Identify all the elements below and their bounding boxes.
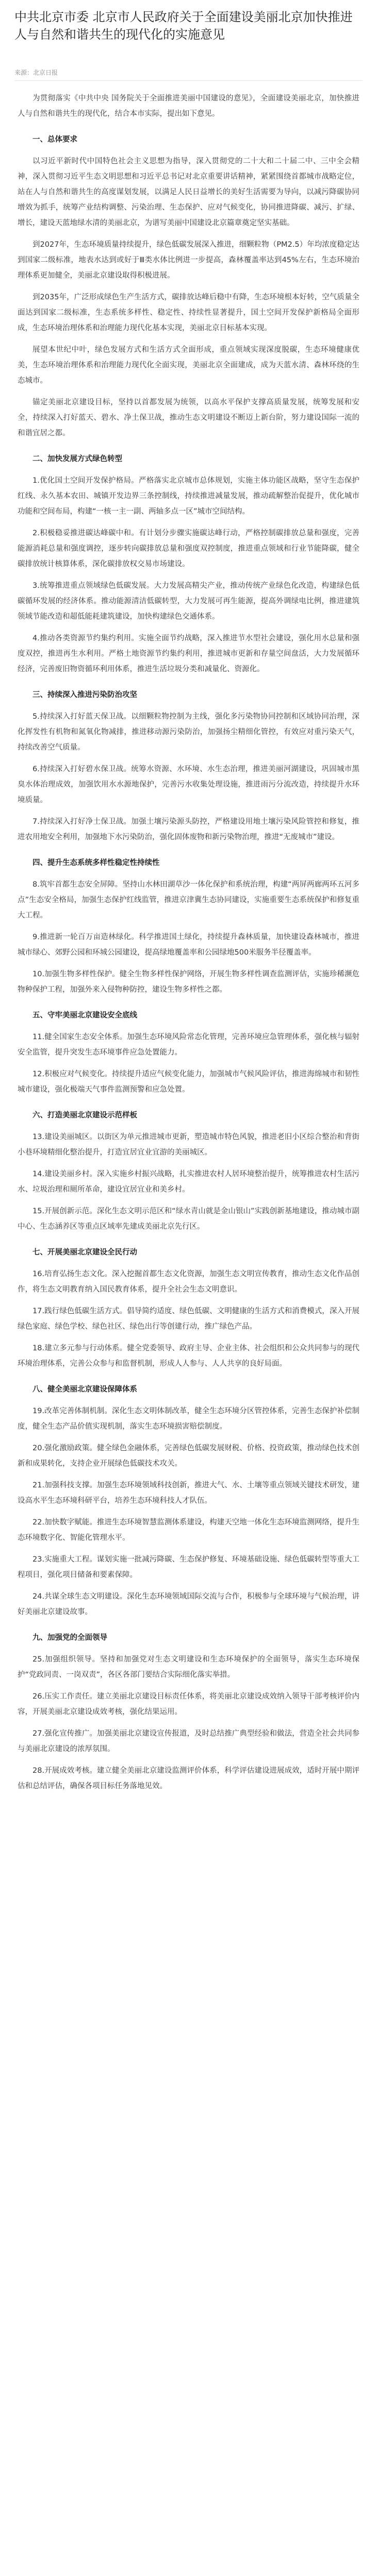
- body-paragraph: 3.统筹推进重点领域绿色低碳发展。大力发展高精尖产业，推动传统产业绿色化改造，构建绿色低碳循环发展的经济体系。推动能源清洁低碳转型，大力发展可再生能源，提高外调绿电比例，推进建筑领域节能改造和超低能耗建筑建设，加快构建绿色交通体系。: [18, 582, 359, 621]
- body-paragraph: 26.压实工作责任。建立美丽北京建设目标责任体系，将美丽北京建设成效纳入领导干部考核评价内容，开展美丽北京建设成效考核，强化结果运用。: [18, 1692, 359, 1716]
- body-paragraph: 17.践行绿色低碳生活方式。倡导简约适度、绿色低碳、文明健康的生活方式和消费模式，深入开展绿色家庭、绿色学校、绿色社区、绿色出行等创建行动，推广绿色产品。: [18, 1307, 359, 1331]
- article-source: 来源：北京日报: [14, 69, 58, 76]
- article-title: 中共北京市委 北京市人民政府关于全面建设美丽北京加快推进人与自然和谐共生的现代化的实施意见: [14, 10, 353, 42]
- body-paragraph: 为贯彻落实《中共中央 国务院关于全面推进美丽中国建设的意见》，全面建设美丽北京，加快推进人与自然和谐共生的现代化，结合本市实际，提出如下意见。: [18, 94, 359, 118]
- body-paragraph: 20.强化激励政策。健全绿色金融体系，完善绿色低碳发展财税、价格、投资政策，推动绿色技术创新和成果转化，支持企业开展绿色低碳技术攻关。: [18, 1444, 359, 1468]
- body-paragraph: 6.持续深入打好碧水保卫战。统筹水资源、水环境、水生态治理，推进美丽河湖建设，巩固城市黑臭水体治理成效，加强饮用水水源地保护，完善污水收集处理设施，推进雨污分流改造，持续提升水环境质量。: [18, 765, 359, 804]
- body-paragraph: 到2035年，广泛形成绿色生产生活方式，碳排放达峰后稳中有降，生态环境根本好转，空气质量全面达到国家二级标准，生态系统多样性、稳定性、持续性显著提升，国土空间开发保护新格局全面形成，生态环境治理体系和治理能力现代化基本实现，美丽北京目标基本实现。: [18, 293, 359, 332]
- section-heading: 一、总体要求: [32, 135, 77, 144]
- body-paragraph: 18.建立多元参与行动体系。健全党委领导、政府主导、企业主体、社会组织和公众共同参与的现代环境治理体系，完善公众参与和监督机制，形成人人参与、人人共享的良好局面。: [18, 1344, 359, 1368]
- body-paragraph: 14.建设美丽乡村。深入实施乡村振兴战略，扎实推进农村人居环境整治提升，统筹推进农村生活污水、垃圾治理和厕所革命，建设宜居宜业和美乡村。: [18, 1170, 359, 1194]
- body-paragraph: 12.积极应对气候变化。持续提升适应气候变化能力，加强城市气候风险评估，推进海绵城市和韧性城市建设，强化极端天气事件监测预警和应急处置。: [18, 1070, 359, 1094]
- body-paragraph: 15.开展创新示范。深化生态文明示范区和“绿水青山就是金山银山”实践创新基地建设，推动城市副中心、生态涵养区等重点区域率先建成美丽北京先行区。: [18, 1207, 359, 1231]
- article-body: [18, 91, 359, 1800]
- body-paragraph: 22.加快数字赋能。推进生态环境智慧监测体系建设，构建天空地一体化生态环境监测网络，提升生态环境数字化、智能化管理水平。: [18, 1518, 359, 1542]
- body-paragraph: 16.培育弘扬生态文化。深入挖掘首都生态文化资源，加强生态文明宣传教育，推动生态文化作品创作，将生态文明教育纳入国民教育体系，提升全社会生态文明意识。: [18, 1270, 359, 1294]
- section-heading: 三、持续深入推进污染防治攻坚: [32, 691, 137, 699]
- body-paragraph: 4.推动各类资源节约集约利用。实施全面节约战略，深入推进节水型社会建设，强化用水总量和强度双控，推进再生水利用。严格土地资源节约集约利用，推进城市更新和存量空间盘活，大力发展循环经济，完善废旧物资循环利用体系，推进生活垃圾分类和减量化、资源化。: [18, 634, 359, 673]
- title-divider: [14, 80, 363, 81]
- body-paragraph: 展望本世纪中叶，绿色发展方式和生活方式全面形成，重点领域实现深度脱碳，生态环境健康优美，生态环境治理体系和治理能力现代化全面实现，美丽北京全面建成，成为天蓝水清、森林环绕的生态城市。: [18, 346, 359, 385]
- body-paragraph: 2.积极稳妥推进碳达峰碳中和。有计划分步骤实施碳达峰行动，严格控制碳排放总量和强度，完善能源消耗总量和强度调控，逐步转向碳排放总量和强度双控制度，推进重点领域和行业节能降碳，健全碳排放统计核算体系，深化碳排放权交易市场建设。: [18, 529, 359, 568]
- section-heading: 七、开展美丽北京建设全民行动: [32, 1248, 137, 1257]
- body-paragraph: 28.开展成效考核。建立健全美丽北京建设监测评价体系，科学评估建设进展成效，适时开展中期评估和总结评估，确保各项目标任务落地见效。: [18, 1767, 359, 1790]
- section-heading: 二、加快发展方式绿色转型: [32, 455, 122, 463]
- body-paragraph: 23.实施重大工程。谋划实施一批减污降碳、生态保护修复、环境基础设施、绿色低碳转型等重大工程项目，强化项目储备和要素保障。: [18, 1555, 359, 1579]
- body-paragraph: 锚定美丽北京建设目标，坚持以首都发展为统领，以高水平保护支撑高质量发展，统筹发展和安全，持续深入打好蓝天、碧水、净土保卫战，推动生态文明建设不断迈上新台阶，努力建设国际一流的和谐宜居之都。: [18, 398, 359, 437]
- body-paragraph: 10.加强生物多样性保护。健全生物多样性保护网络，开展生物多样性调查监测评估，实施珍稀濒危物种保护工程，加强外来入侵物种防控，建设生物多样性之都。: [18, 970, 359, 994]
- body-paragraph: 19.改革完善体制机制。深化生态文明体制改革，健全生态环境分区管控体系，完善生态保护补偿制度，健全生态产品价值实现机制，落实生态环境损害赔偿制度。: [18, 1407, 359, 1431]
- section-heading: 六、打造美丽北京建设示范样板: [32, 1111, 137, 1120]
- body-paragraph: 21.加强科技支撑。加强生态环境领域科技创新，推进大气、水、土壤等重点领域关键技术研发，建设高水平生态环境科研平台，培养生态环境科技人才队伍。: [18, 1481, 359, 1505]
- body-paragraph: 27.强化宣传推广。加强美丽北京建设宣传报道，及时总结推广典型经验和做法，营造全社会共同参与美丽北京建设的浓厚氛围。: [18, 1730, 359, 1753]
- body-paragraph: 到2027年，生态环境质量持续提升，绿色低碳发展深入推进，细颗粒物（PM2.5）年均浓度稳定达到国家二级标准，地表水达到或好于Ⅲ类水体比例进一步提高，森林覆盖率达到45%左右，生态环境治理体系更加健全，美丽北京建设取得积极进展。: [18, 241, 359, 280]
- body-paragraph: 25.加强组织领导。坚持和加强党对生态文明建设和生态环境保护的全面领导，落实生态环境保护“党政同责、一岗双责”，各区各部门要结合实际细化落实举措。: [18, 1655, 359, 1679]
- body-paragraph: 24.共谋全球生态文明建设。深化生态环境领域国际交流与合作，积极参与全球环境与气候治理，讲好美丽北京建设故事。: [18, 1592, 359, 1616]
- body-paragraph: 1.优化国土空间开发保护格局。严格落实北京城市总体规划，实施主体功能区战略，坚守生态保护红线、永久基本农田、城镇开发边界三条控制线，持续推进减量发展，推动疏解整治促提升，优化城市功能和空间布局，构建“一核一主一副、两轴多点一区”城市空间结构。: [18, 477, 359, 516]
- body-paragraph: 5.持续深入打好蓝天保卫战。以细颗粒物控制为主线，强化多污染物协同控制和区域协同治理，深化挥发性有机物和氮氧化物减排，推进移动源污染防治，加强扬尘精细化管控，有效应对重污染天气，持续改善空气质量。: [18, 713, 359, 752]
- section-heading: 九、加强党的全面领导: [32, 1634, 107, 1642]
- body-paragraph: 8.筑牢首都生态安全屏障。坚持山水林田湖草沙一体化保护和系统治理，构建“两屏两廊两环五河多点”生态安全格局，加强生态保护红线监管，推进京津冀生态协同建设，实施重要生态系统保护和修复重大工程。: [18, 880, 359, 920]
- body-paragraph: 以习近平新时代中国特色社会主义思想为指导，深入贯彻党的二十大和二十届二中、三中全会精神，深入贯彻习近平生态文明思想和习近平总书记对北京重要讲话精神，紧紧围绕首都城市战略定位，站在人与自然和谐共生的高度谋划发展，以满足人民日益增长的美好生活需要为导向，以减污降碳协同增效为抓手，统筹产业结构调整、污染治理、生态保护、应对气候变化，协同推进降碳、减污、扩绿、增长，建设天蓝地绿水清的美丽北京，为谱写美丽中国建设北京篇章奠定坚实基础。: [18, 157, 359, 227]
- section-heading: 四、提升生态系统多样性稳定性持续性: [32, 859, 160, 867]
- body-paragraph: 13.建设美丽城区。以街区为单元推进城市更新，塑造城市特色风貌，推进老旧小区综合整治和背街小巷环境精细化整治提升，打造宜居宜业宜游的美丽城区。: [18, 1133, 359, 1157]
- body-paragraph: 11.健全国家生态安全体系。加强生态环境风险常态化管理，完善环境应急管理体系，强化核与辐射安全监管，提升突发生态环境事件应急处置能力。: [18, 1033, 359, 1057]
- body-paragraph: 9.推进新一轮百万亩造林绿化。科学推进国土绿化，持续提升森林质量，加快建设森林城市，推进城市绿心、郊野公园和环城公园建设，提高绿地覆盖率和公园绿地500米服务半径覆盖率。: [18, 933, 359, 957]
- section-heading: 五、守牢美丽北京建设安全底线: [32, 1011, 137, 1020]
- body-paragraph: 7.持续深入打好净土保卫战。加强土壤污染源头防控，严格建设用地土壤污染风险管控和修复，推进农用地安全利用，加强地下水污染防治，强化固体废物和新污染物治理，推进“无废城市”建设。: [18, 818, 359, 841]
- section-heading: 八、健全美丽北京建设保障体系: [32, 1385, 137, 1394]
